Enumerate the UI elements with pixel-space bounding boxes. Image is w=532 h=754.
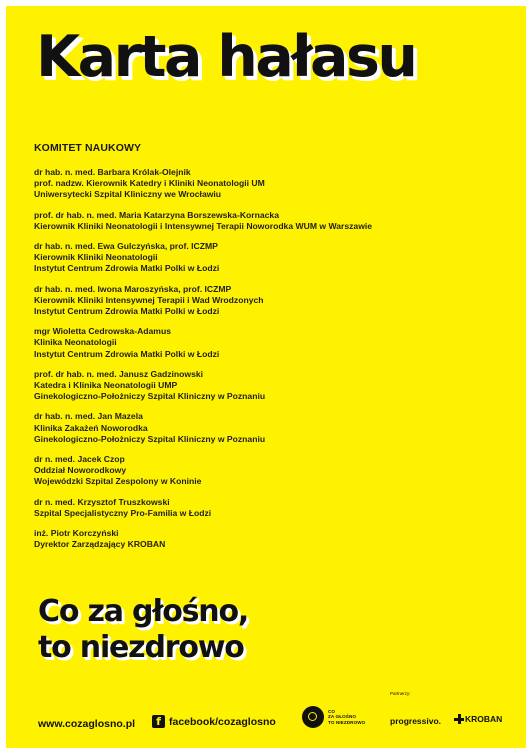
member-affiliation: Klinika Zakażeń Noworodka bbox=[34, 422, 148, 433]
member-affiliation: prof. nadzw. Kierownik Katedry i Kliniki Neonatologii UM bbox=[34, 178, 265, 189]
committee-member bbox=[34, 411, 504, 445]
committee-member bbox=[34, 454, 504, 488]
member-affiliation: Instytut Centrum Zdrowia Matki Polki w Łodzi bbox=[34, 263, 220, 274]
logo-text-line: CO bbox=[328, 709, 336, 715]
scientific-committee bbox=[34, 142, 504, 559]
member-affiliation: Dyrektor Zarządzający KROBAN bbox=[34, 539, 166, 550]
website-link[interactable]: www.cozaglosno.pl bbox=[38, 718, 136, 730]
committee-member bbox=[34, 210, 504, 232]
kroban-logo bbox=[454, 714, 502, 724]
committee-member bbox=[34, 284, 504, 318]
member-name: dr n. med. Jacek Czop bbox=[34, 454, 125, 465]
slogan-line-1: Co za głośno, bbox=[38, 594, 249, 629]
member-affiliation: Ginekologiczno-Położniczy Szpital Kliniczny w Poznaniu bbox=[34, 391, 266, 402]
partners-label: Partnerzy: bbox=[390, 691, 411, 696]
member-affiliation: Oddział Noworodkowy bbox=[34, 465, 127, 476]
member-affiliation: Instytut Centrum Zdrowia Matki Polki w Łodzi bbox=[34, 306, 220, 317]
progressivo-logo: progressivo. bbox=[390, 716, 442, 726]
committee-heading: KOMITET NAUKOWY bbox=[34, 142, 142, 154]
ear-sound-icon bbox=[302, 706, 324, 728]
member-name: dr n. med. Krzysztof Truszkowski bbox=[34, 496, 170, 507]
committee-member bbox=[34, 369, 504, 403]
committee-member bbox=[34, 167, 504, 201]
cozaglosno-logo bbox=[302, 706, 365, 728]
member-name: dr hab. n. med. Jan Mazela bbox=[34, 411, 143, 422]
member-affiliation: Kierownik Kliniki Intensywnej Terapii i Wad Wrodzonych bbox=[34, 294, 264, 305]
committee-members-list bbox=[34, 167, 504, 550]
member-affiliation: Kierownik Kliniki Neonatologii bbox=[34, 252, 158, 263]
committee-member bbox=[34, 241, 504, 275]
member-name: prof. dr hab. n. med. Maria Katarzyna Borszewska-Kornacka bbox=[34, 209, 279, 220]
page-title: Karta hałasu bbox=[36, 24, 416, 90]
campaign-slogan bbox=[38, 594, 248, 666]
cross-icon bbox=[454, 714, 464, 724]
member-name: dr hab. n. med. Barbara Królak-Olejnik bbox=[34, 167, 191, 177]
member-affiliation: Katedra i Klinika Neonatologii UMP bbox=[34, 380, 178, 391]
member-name: dr hab. n. med. Ewa Gulczyńska, prof. ICZMP bbox=[34, 241, 218, 252]
member-name: mgr Wioletta Cedrowska-Adamus bbox=[34, 326, 171, 337]
facebook-icon: f bbox=[152, 715, 165, 728]
member-affiliation: Instytut Centrum Zdrowia Matki Polki w Łodzi bbox=[34, 348, 220, 359]
member-affiliation: Klinika Neonatologii bbox=[34, 337, 117, 348]
facebook-link-label: facebook/cozaglosno bbox=[169, 715, 276, 728]
member-affiliation: Szpital Specjalistyczny Pro-Familia w Łodzi bbox=[34, 507, 212, 518]
member-affiliation: Ginekologiczno-Położniczy Szpital Kliniczny w Poznaniu bbox=[34, 433, 266, 444]
cozaglosno-logo-text bbox=[328, 709, 365, 725]
kroban-logo-text: KROBAN bbox=[465, 714, 503, 724]
member-name: inż. Piotr Korczyński bbox=[34, 528, 119, 539]
member-name: dr hab. n. med. Iwona Maroszyńska, prof. ICZMP bbox=[34, 283, 232, 294]
member-affiliation: Kierownik Kliniki Neonatologii i Intensywnej Terapii Noworodka WUM w Warszawie bbox=[34, 220, 373, 231]
logo-text-line: TO NIEZDROWO bbox=[328, 719, 366, 725]
poster bbox=[6, 6, 526, 748]
facebook-link[interactable] bbox=[152, 715, 276, 728]
member-affiliation: Uniwersytecki Szpital Kliniczny we Wrocławiu bbox=[34, 189, 222, 200]
committee-member bbox=[34, 528, 504, 550]
slogan-line-2: to niezdrowo bbox=[38, 630, 244, 665]
footer bbox=[6, 686, 526, 748]
member-affiliation: Wojewódzki Szpital Zespolony w Koninie bbox=[34, 476, 202, 487]
logo-text-line: ZA GŁOŚNO bbox=[328, 714, 357, 720]
committee-member bbox=[34, 326, 504, 360]
member-name: prof. dr hab. n. med. Janusz Gadzinowski bbox=[34, 368, 204, 379]
committee-member bbox=[34, 497, 504, 519]
